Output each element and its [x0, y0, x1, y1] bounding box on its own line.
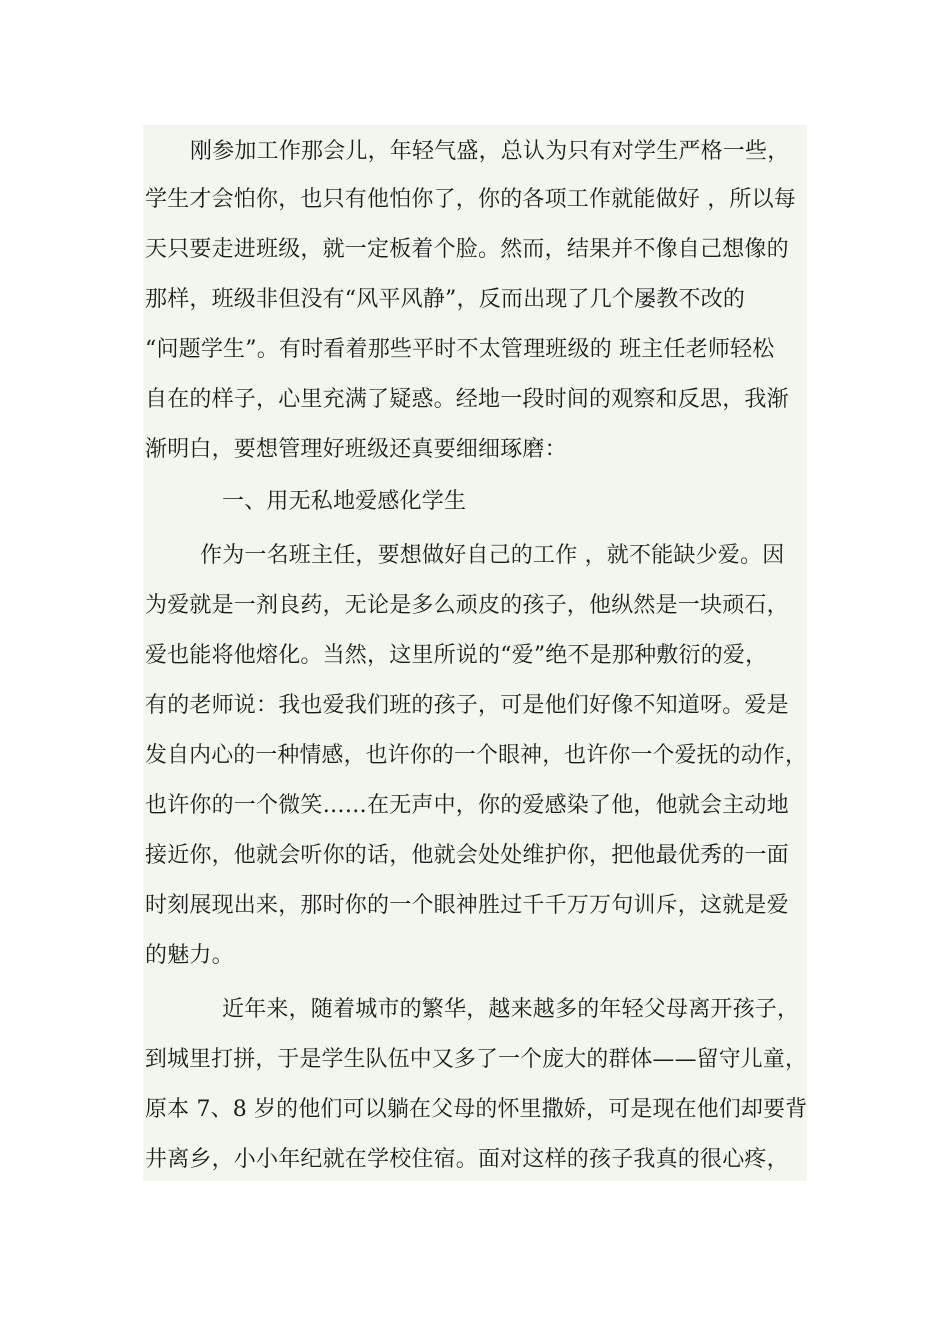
paragraph-2-line-4: 有的老师说：我也爱我们班的孩子，可是他们好像不知道呀。爱是: [145, 693, 789, 718]
paragraph-2-line-5: 发自内心的一种情感，也许你的一个眼神，也许你一个爱抚的动作，: [145, 743, 808, 768]
paragraph-2-line-3: 爱也能将他熔化。当然，这里所说的“爱”绝不是那种敷衍的爱，: [145, 643, 768, 668]
paragraph-2-line-6: 也许你的一个微笑……在无声中，你的爱感染了他，他就会主动地: [145, 793, 789, 818]
paragraph-1-line-5: “问题学生”。有时看着那些平时不太管理班级的 班主任老师轻松: [145, 337, 775, 362]
paragraph-1-line-1: 刚参加工作那会儿，年轻气盛，总认为只有对学生严格一些，: [190, 139, 790, 164]
paragraph-3-line-1: 近年来，随着城市的繁华，越来越多的年轻父母离开孩子，: [222, 997, 800, 1022]
paragraph-1-line-7: 渐明白，要想管理好班级还真要细细琢磨：: [145, 437, 567, 462]
paragraph-1-line-3: 天只要走进班级，就一定板着个脸。然而，结果并不像自己想像的: [145, 237, 789, 262]
paragraph-2-line-8: 时刻展现出来，那时你的一个眼神胜过千千万万句训斥，这就是爱: [145, 893, 789, 918]
paragraph-3-line-4: 井离乡，小小年纪就在学校住宿。面对这样的孩子我真的很心疼，: [145, 1147, 789, 1172]
paragraph-2-line-1: 作为一名班主任，要想做好自己的工作 ，就不能缺少爱。因: [200, 543, 785, 568]
paragraph-1-line-6: 自在的样子，心里充满了疑惑。经地一段时间的观察和反思，我渐: [145, 387, 789, 412]
paragraph-2-line-7: 接近你，他就会听你的话，他就会处处维护你，把他最优秀的一面: [145, 843, 789, 868]
section-heading-1: 一、用无私地爱感化学生: [222, 489, 467, 514]
paragraph-3-line-2: 到城里打拼，于是学生队伍中又多了一个庞大的群体——留守儿童，: [145, 1047, 808, 1072]
paragraph-2-line-2: 为爱就是一剂良药，无论是多么顽皮的孩子，他纵然是一块顽石，: [145, 593, 789, 618]
paragraph-3-line-3: 原本 7、8 岁的他们可以躺在父母的怀里撒娇，可是现在他们却要背: [145, 1097, 808, 1122]
paragraph-1-line-2: 学生才会怕你，也只有他怕你了，你的各项工作就能做好 ，所以每: [145, 187, 796, 212]
paragraph-1-line-4: 那样，班级非但没有“风平风静”，反而出现了几个屡教不改的: [145, 287, 746, 312]
paragraph-2-line-9: 的魅力。: [145, 943, 234, 968]
